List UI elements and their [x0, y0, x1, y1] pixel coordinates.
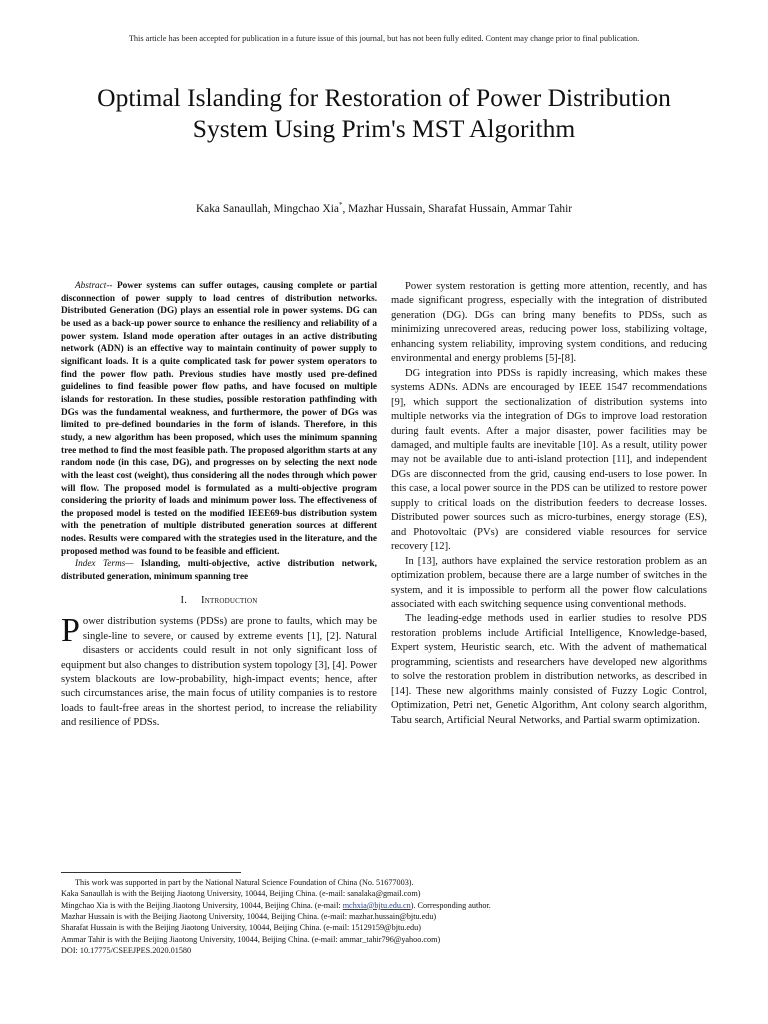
- author-affiliation: Mazhar Hussain is with the Beijing Jiaotong University, 10044, Beijing China. (e-mail: mazhar.hussain@bjtu.edu): [61, 912, 437, 922]
- section-number: I.: [180, 594, 188, 606]
- left-column: [61, 280, 377, 731]
- footnote-rule: [61, 872, 241, 873]
- author-affiliation: Ammar Tahir is with the Beijing Jiaotong University, 10044, Beijing China. (e-mail: ammar_tahir796@yahoo.com): [61, 934, 441, 944]
- intro-paragraph: [61, 612, 377, 731]
- abstract: [61, 280, 377, 558]
- funding-note: This work was supported in part by the National Natural Science Foundation of China (No. 51677003).: [75, 878, 414, 887]
- author-affiliation: [61, 900, 701, 911]
- body-paragraph: In [13], authors have explained the service restoration problem as an optimization problem, because there are a large number of switches in the system, and it is impossible to perform all the power flow calculations associated with each switching sequence using conventional methods.: [391, 555, 707, 610]
- body-paragraph: The leading-edge methods used in earlier studies to resolve PDS restoration problems include Artificial Intelligence, Knowledge-based, Expert system, Heuristic search, etc. With the advent of mathematical programming, scientists and researchers have developed new algorithms to solve the restoration problem in distribution networks, as described in [14]. These new algorithms mainly consisted of Fuzzy Logic Control, Optimization, Petri net, Genetic Algorithm, Ant colony search algorithm, Tabu search, Artificial Neural Networks, and Partial swarm optimization.: [391, 613, 707, 726]
- author-list: [84, 201, 684, 215]
- footnotes: [61, 877, 701, 956]
- body-paragraph: DG integration into PDSs is rapidly increasing, which makes these systems ADNs. ADNs are encouraged by IEEE 1547 recommendations [9], which support the sectionalization of distribution systems into multiple networks via the integration of DGs to improve load restoration during fault events. After a major disaster, power facilities may be damaged, and multiple faults are inevitable [10]. As a result, utility power may not be available due to anti-island protection [11], and independent DGs are disconnected from the grid, causing end-users to lose power. In this case, a local power source in the PDS can be utilized to restore power supply to critical loads on the distribution feeders to decrease losses. Distributed power sources such as micro-turbines, energy storage (ES), and Photovoltaic (PVs) are considered viable resources for service recovery [12].: [391, 367, 707, 553]
- index-terms-label: Index Terms—: [75, 559, 134, 570]
- right-column: [391, 280, 707, 728]
- affiliation-text: Mingchao Xia is with the Beijing Jiaotong University, 10044, Beijing China. (e-mail:: [61, 900, 343, 910]
- body-paragraph: Power system restoration is getting more attention, recently, and has made significant progress, especially with the integration of distributed generation (DG). DGs can bring many benefits to PDSs, such as minimizing unrecovered areas, reducing power loss, stabilizing voltage, enhancing system reliability, improving system conditions, and reducing environmental and energy problems [5]-[8].: [391, 281, 707, 365]
- author-affiliation: Sharafat Hussain is with the Beijing Jiaotong University, 10044, Beijing China. (e-mail: 15129159@bjtu.edu): [61, 923, 421, 933]
- authors-part-1: Kaka Sanaullah, Mingchao Xia: [195, 202, 339, 215]
- doi: DOI: 10.17775/CSEEJPES.2020.01580: [61, 946, 192, 956]
- authors-part-2: , Mazhar Hussain, Sharafat Hussain, Ammar Tahir: [342, 202, 573, 215]
- affiliation-text: ). Corresponding author.: [410, 900, 491, 910]
- abstract-text: Power systems can suffer outages, causing complete or partial disconnection of power supply to load centres of distribution networks. Distributed Generation (DG) plays an essential role in power systems. DG can be used as a back-up power source to enhance the resiliency and reliability of a power system. Island mode operation after outages in an active distributing network (ADN) is an effective way to maintain continuity of power supply to significant loads. It is a quite complicated task for power system operators to find the power flow path. Previous studies have mostly used pre-defined guidelines to find feasible power flow paths, and have focused on multiple islands for restoration. In these studies, possible restoration pathfinding with DGs was the fundamental weakness, and furthermore, the power of DGs was limited to pre-defined boundaries in the form of islands. Therefore, in this study, a new algorithm has been proposed, which uses the minimum spanning tree method to find the most feasible path. The proposed algorithm starts at any random node (in this case, DG), and progresses on by selecting the next node with the least cost (weight), thus considering all the nodes through which power will flow. The proposed model is formulated as a multi-objective program considering the priority of loads and minimum power loss. The effectiveness of the proposed model is tested on the modified IEEE69-bus distribution system with the penetration of multiple distributed generation sources at different nodes. Results were compared with the strategies used in the literature, and the proposed method was found to be feasible and efficient.: [61, 281, 378, 557]
- email-link[interactable]: mchxia@bjtu.edu.cn: [342, 900, 411, 910]
- paper-title: Optimal Islanding for Restoration of Power Distribution System Using Prim's MST Algorithm: [97, 83, 671, 143]
- drop-cap: P: [61, 612, 80, 650]
- author-affiliation: Kaka Sanaullah is with the Beijing Jiaotong University, 10044, Beijing China. (e-mail: sanalaka@gmail.com): [61, 889, 421, 899]
- journal-notice: This article has been accepted for publication in a future issue of this journal, but has not been fully edited. Content may change prior to final publication.: [128, 34, 640, 43]
- index-terms-text: Islanding, multi-objective, active distribution network, distributed generation, minimum spanning tree: [61, 559, 377, 583]
- section-title: Introduction: [201, 594, 258, 606]
- corresponding-mark: *: [338, 201, 343, 209]
- intro-text: ower distribution systems (PDSs) are prone to faults, which may be single-line to severe, or caused by extreme events [1], [2]. Natural disasters or accidents could result in not only significant loss of equipment but also changes to distribution system topology [3], [4]. Power system blackouts are low-probability, high-impact events; hence, after such circumstances arise, the main focus of utility companies is to restore loads to fault-free areas in the shortest period, to increase the reliability and resilience of PDSs.: [61, 616, 377, 729]
- section-heading-introduction: [61, 594, 377, 608]
- abstract-label: Abstract--: [75, 281, 113, 291]
- index-terms: [61, 558, 377, 583]
